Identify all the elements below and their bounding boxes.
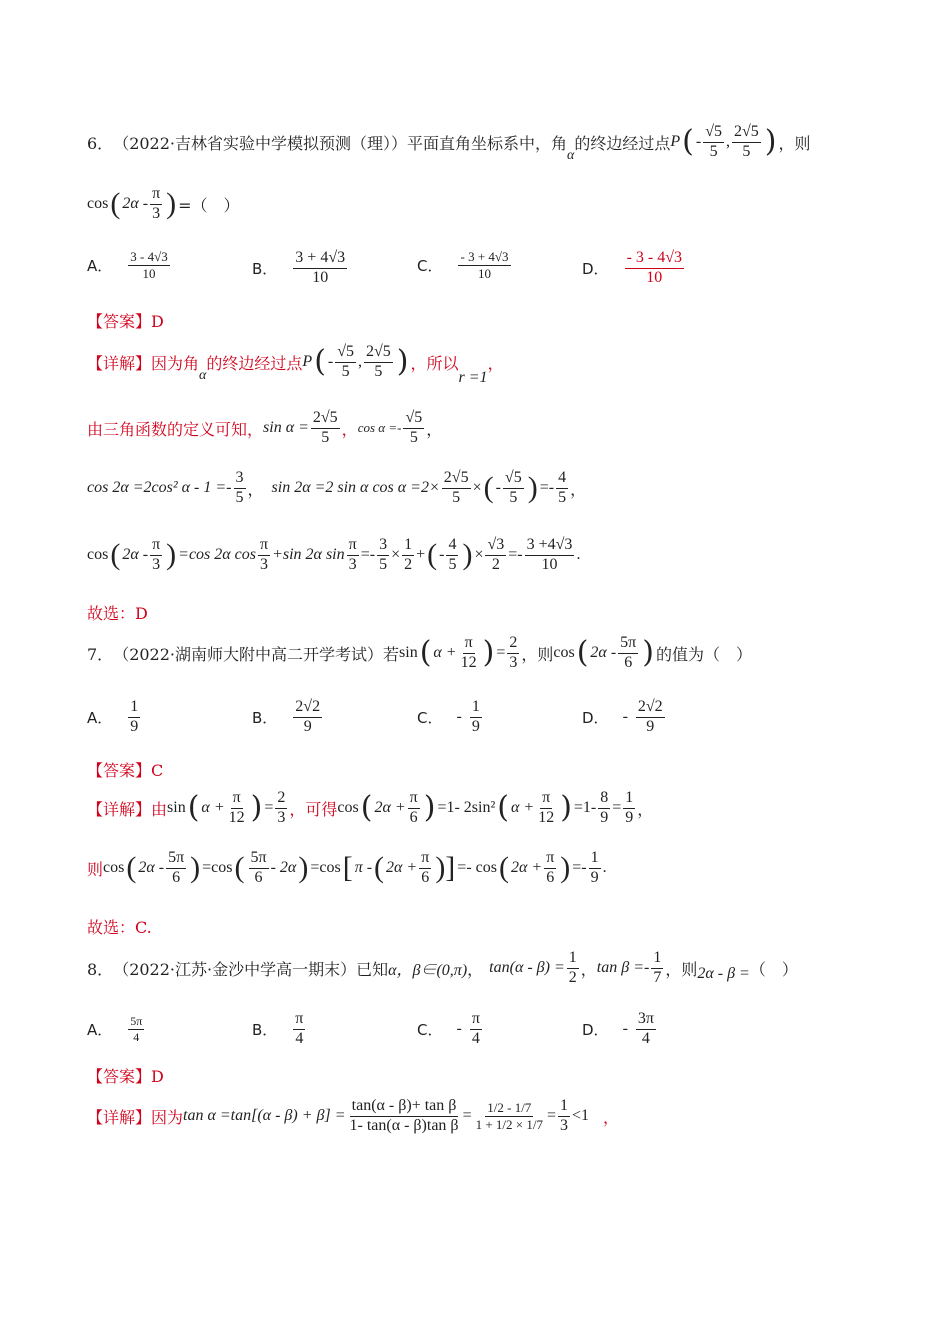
q7-source: （2022·湖南师大附中高二开学考试） [113,644,383,664]
q6-detail-4: cos ( 2α - π 3 ) =cos 2α cos π 3 +sin 2α sin $\frac{\pi}{3}$ =- $\frac{3}{5}$ × $\frac{1}{2}$ + ( - 4 5 ) × $\frac{√3}{2}$ =- 3 +4√3 10 . [87,536,581,573]
q6-alpha: α [567,148,575,164]
q7-option-c[interactable]: C． - 1 9 [417,698,480,735]
q6-option-d[interactable]: D． - 3 - 4√3 10 [582,249,682,286]
q6-choose: 故选：D [87,604,148,623]
q6-source: （2022·吉林省实验中学模拟预测（理）） [113,133,407,153]
q7-answer: 【答案】C [87,761,164,780]
q7-option-a[interactable]: A． 1 9 [87,698,139,735]
q6-detail-1: 【详解】 因为角 α 的终边经过点 P ( - √5 5 , 2√5 5 ) ，所以 r =1 ， [87,343,504,387]
q8-option-c[interactable]: C． - π 4 [417,1010,480,1047]
q6-expression: cos ( 2α - π 3 ) =（ ） [87,185,240,222]
q7-detail-1: 【详解】 由 sin ( α + $\frac{\pi}{12}$ ) = $\frac{2}{3}$ ，可得 cos ( 2α + $\frac{\pi}{6}$ ) =1- 2sin² ( α + $\frac{\pi}{12}$ ) =1- $\frac{8}{9}$ = $\frac{1}{9}$ ， [87,789,654,826]
q6-stem-line: 6． （2022·吉林省实验中学模拟预测（理）） 平面直角坐标系中，角 α 的终边经过点 P ( - √5 5 , 2√5 5 ) ，则 [87,123,811,164]
q6-detail-2: 由三角函数的定义可知， sin α = $\frac{2√5}{5}$ ， cos α =- √5 5 ， [87,409,443,446]
q7-detail-2: 则 cos ( 2α - 5π 6 ) =cos ( 5π 6 - 2α ) =cos [ π - ( 2α + $\frac{\pi}{6}$ )] =- cos ( 2α + $\frac{\pi}{6}$ ) =- 1 9 . [87,849,607,886]
q6-detail-3: cos 2α =2cos² α - 1 =- 3 5 ， sin 2α =2 sin α cos α =2× $\frac{2√5}{5}$ × ( - √5 5 ) =- 4 5 ， [87,469,587,506]
q6-coord-y: 2√5 5 [734,123,759,160]
q6-point-P: P [670,133,681,151]
q6-stem-3: ，则 [778,133,811,153]
q8-source: （2022·江苏·金沙中学高一期末） [113,959,357,979]
q6-stem-2: 的终边经过点 [574,133,671,153]
q8-stem-line: 8． （2022·江苏·金沙中学高一期末） 已知 α，β∈(0,π) ， tan(α - β) = $\frac{1}{2}$ ， tan β =- 1 7 ，则 2α - β = （ ） [87,949,798,986]
q6-option-a[interactable]: A． 3 - 4√3 10 [87,249,168,281]
q7-number: 7． [87,644,114,664]
q6-option-c[interactable]: C． - 3 + 4√3 10 [417,249,509,281]
q8-detail-1: 【详解】 因为 tan α =tan[(α - β) + β] = $\frac{\text{tan(α - β)+ tan β}}{\text{1- tan(α - β)tan β}}$ = $\frac{1/2 - 1/7}{1 + 1/2 \times 1/7}$ = $\frac{1}{3}$ <1 ， [87,1097,620,1134]
q8-option-b[interactable]: B． π 4 [252,1010,304,1047]
q7-choose: 故选：C. [87,918,152,937]
q6-number: 6． [87,133,114,153]
q7-stem-line: 7． （2022·湖南师大附中高二开学考试） 若 sin ( α + $\frac{\pi}{12}$ ) = $\frac{2}{3}$ ，则 cos ( 2α - 5π 6 ) 的值为（ ） [87,634,752,671]
q6-stem-1: 平面直角坐标系中，角 [407,133,568,153]
q6-answer: 【答案】D [87,312,164,331]
q7-option-d[interactable]: D． - 2√2 9 [582,698,663,735]
q8-option-d[interactable]: D． - 3π 4 [582,1010,654,1047]
q6-expr-frac: π 3 [152,185,161,222]
q8-number: 8． [87,959,114,979]
q6-coord-x: √5 5 [705,123,722,160]
q8-option-a[interactable]: A． 5π 4 [87,1014,143,1044]
q7-option-b[interactable]: B． 2√2 9 [252,698,321,735]
q6-option-b[interactable]: B． 3 + 4√3 10 [252,249,346,286]
q8-answer: 【答案】D [87,1067,164,1086]
